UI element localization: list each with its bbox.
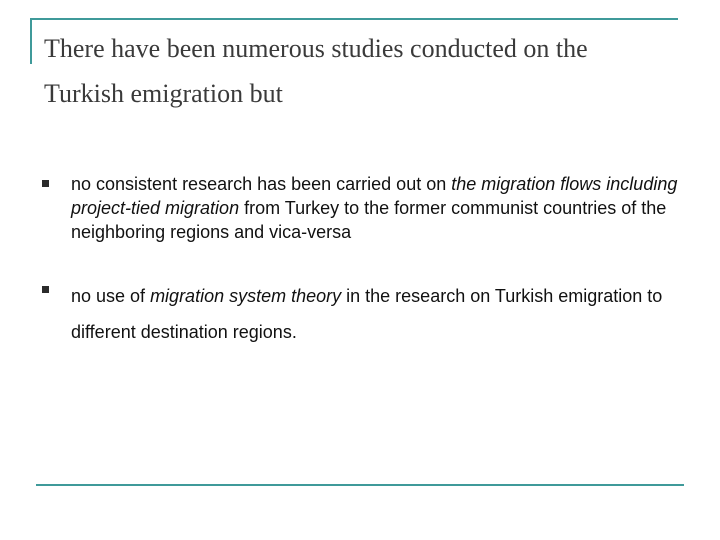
slide-title: There have been numerous studies conducted on the Turkish emigration but <box>44 34 588 108</box>
bullet-1-text-end: from Turkey to the former communist countries of the neighboring regions and vica-versa <box>71 198 667 242</box>
bullet-1-emphasis: the migration flows including project-tied migration <box>71 174 678 218</box>
square-bullet-icon <box>42 180 49 187</box>
left-rule <box>30 18 32 64</box>
bullet-2-text-end: in the research on Turkish emigration to different destination regions. <box>71 286 663 342</box>
bullet-2-emphasis: migration system theory <box>150 286 342 306</box>
bullet-item-1 <box>71 172 691 244</box>
square-bullet-icon <box>42 286 49 293</box>
bullet-2-text: no use of <box>71 286 151 306</box>
bottom-rule <box>36 484 684 486</box>
top-rule <box>30 18 678 20</box>
bullet-1-text: no consistent research has been carried out on <box>71 174 452 194</box>
bullet-item-2 <box>71 278 691 350</box>
